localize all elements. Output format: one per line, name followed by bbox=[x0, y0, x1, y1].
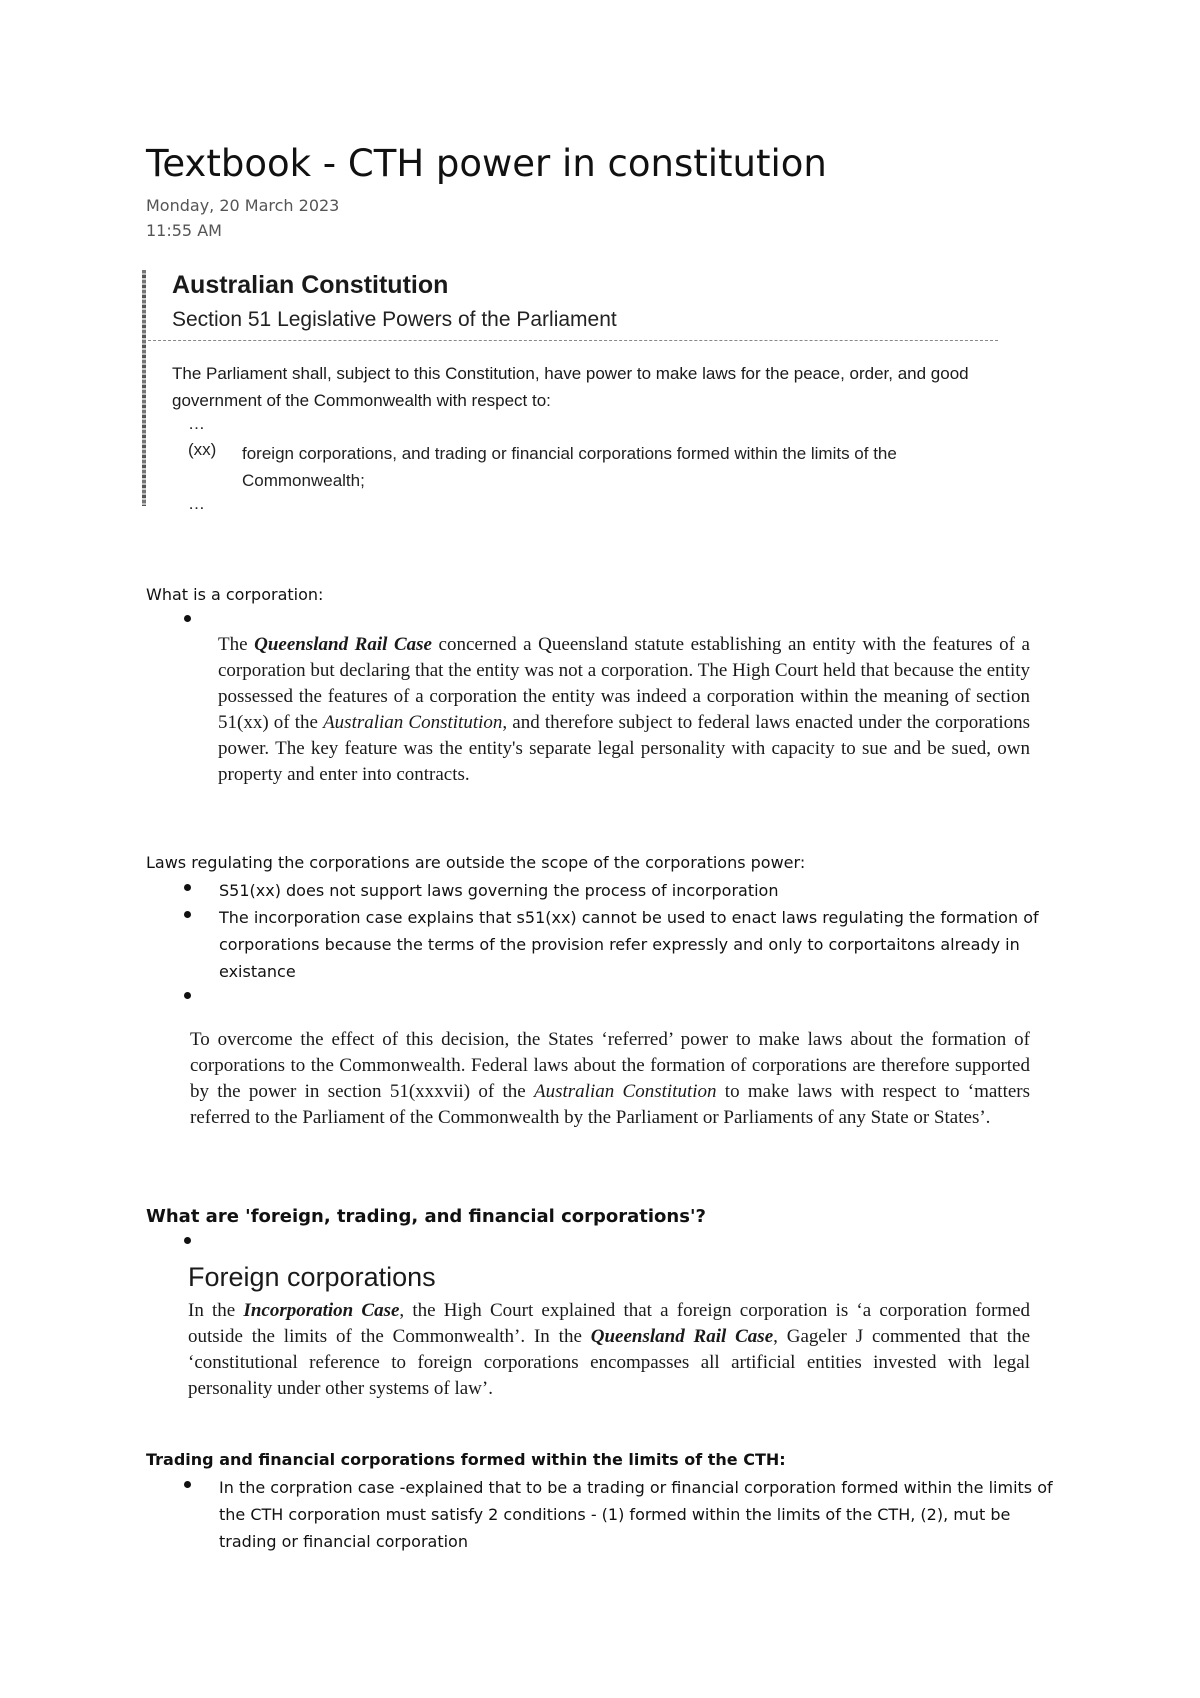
excerpt-margin-bar bbox=[142, 270, 146, 506]
excerpt-heading: Australian Constitution bbox=[172, 271, 449, 299]
bullet-icon bbox=[184, 911, 191, 918]
section-heading-corporation-types: What are 'foreign, trading, and financial corporations'? bbox=[146, 1206, 706, 1227]
note-time: 11:55 AM bbox=[146, 221, 222, 240]
section-label-what-is: What is a corporation: bbox=[146, 585, 324, 604]
excerpt-subheading: Section 51 Legislative Powers of the Parliament bbox=[172, 308, 617, 331]
constitution-excerpt bbox=[140, 268, 1000, 513]
foreign-corporations-heading: Foreign corporations bbox=[188, 1262, 436, 1292]
bullet-icon bbox=[184, 884, 191, 891]
case-name: Queensland Rail Case bbox=[590, 1326, 774, 1347]
page-title: Textbook - CTH power in constitution bbox=[146, 142, 827, 185]
case-name: Queensland Rail Case bbox=[254, 634, 432, 655]
list-item: S51(xx) does not support laws governing the process of incorporation bbox=[219, 881, 779, 900]
act-name: Australian Constitution bbox=[534, 1081, 717, 1102]
excerpt-body: The Parliament shall, subject to this Constitution, have power to make laws for the peace, order, and good government of the Commonwealth with respect to: bbox=[172, 364, 969, 410]
excerpt-text: , Gageler J commented that the ‘constitutional reference to foreign corporations encompasses all artificial entities invested with legal personality under other systems of law’. bbox=[188, 1326, 1031, 1399]
excerpt-text: To overcome the effect of this decision, the States ‘referred’ power to make laws about the formation of corporations to the Commonwealth. Federal laws about the formation of corporations are therefore supported by the power in section 51(xxxvii) of the bbox=[190, 1029, 1030, 1102]
note-date: Monday, 20 March 2023 bbox=[146, 196, 340, 215]
excerpt-text: , and therefore subject to federal laws enacted under the corporations power. The key feature was the entity's separate legal personality with capacity to sue and be sued, own property and enter into contracts. bbox=[218, 712, 1030, 785]
excerpt-item-text: foreign corporations, and trading or financial corporations formed within the limits of the Commonwealth; bbox=[242, 444, 897, 490]
foreign-corporations-excerpt bbox=[188, 1298, 1030, 1402]
excerpt-text: , the High Court explained that a foreign corporation is ‘a corporation formed outside the limits of the Commonwealth’. In the bbox=[188, 1300, 1031, 1347]
excerpt-divider bbox=[148, 340, 998, 341]
section-heading-trading-financial: Trading and financial corporations formed within the limits of the CTH: bbox=[146, 1450, 786, 1469]
queensland-rail-excerpt bbox=[218, 632, 1030, 788]
excerpt-text: The bbox=[218, 634, 255, 655]
bullet-icon bbox=[184, 992, 191, 999]
section-label-laws: Laws regulating the corporations are outside the scope of the corporations power: bbox=[146, 853, 806, 872]
bullet-icon bbox=[184, 615, 191, 622]
referral-excerpt bbox=[190, 1027, 1030, 1131]
list-item: In the corpration case -explained that to be a trading or financial corporation formed within the limits of the CTH corporation must satisfy 2 conditions - (1) formed within the limits of the CTH, (2), mut be trading or financial corporation bbox=[219, 1478, 1053, 1551]
bullet-icon bbox=[184, 1481, 191, 1488]
excerpt-ellipsis: … bbox=[188, 494, 205, 513]
bullet-icon bbox=[184, 1237, 191, 1244]
excerpt-text: concerned a Queensland statute establishing an entity with the features of a corporation but declaring that the entity was not a corporation. The High Court held that because the entity possessed the features of a corporation the entity was indeed a corporation within the meaning of section 51(xx) of the bbox=[218, 634, 1030, 733]
excerpt-text: to make laws with respect to ‘matters referred to the Parliament of the Commonwealth by the Parliament or Parliaments of any State or States’. bbox=[190, 1081, 1030, 1128]
act-name: Australian Constitution bbox=[323, 712, 503, 733]
excerpt-text: In the bbox=[188, 1300, 244, 1321]
excerpt-item-number: (xx) bbox=[188, 440, 217, 459]
case-name: Incorporation Case bbox=[243, 1300, 400, 1321]
list-item: The incorporation case explains that s51(xx) cannot be used to enact laws regulating the formation of corporations because the terms of the provision refer expressly and only to corportaitons already in existance bbox=[219, 908, 1039, 981]
excerpt-ellipsis: … bbox=[188, 414, 205, 433]
